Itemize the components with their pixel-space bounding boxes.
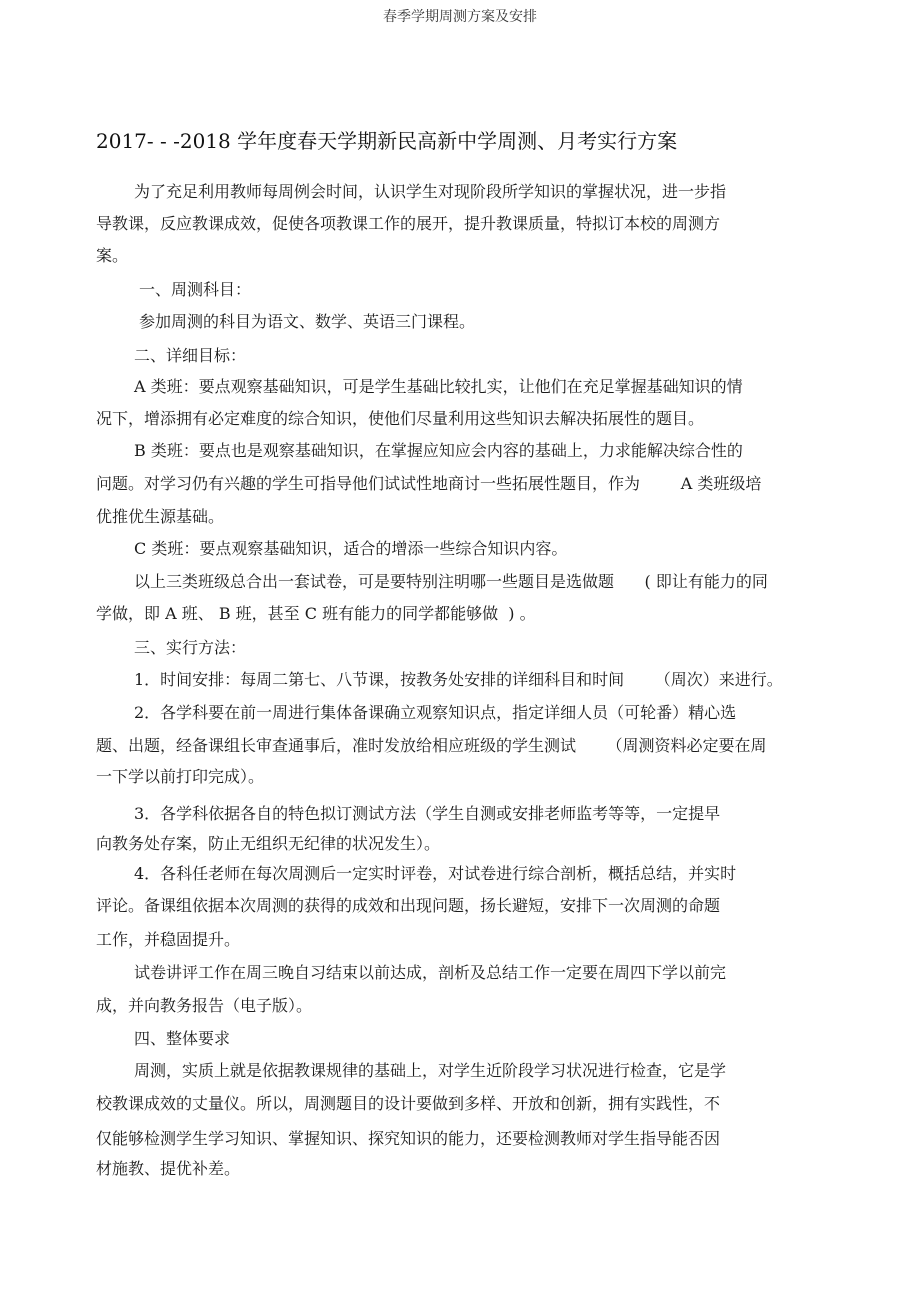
paragraph-line: 题、出题，经备课组长审查通事后，准时发放给相应班级的学生测试 （周测资料必定要在周 — [96, 736, 767, 755]
paragraph-line: A 类班：要点观察基础知识，可是学生基础比较扎实，让他们在充足掌握基础知识的情 — [134, 377, 743, 396]
paragraph-line: 问题。对学习仍有兴趣的学生可指导他们试试性地商讨一些拓展性题目，作为 A 类班级培 — [96, 474, 762, 493]
paragraph-line: 周测，实质上就是依据教课规律的基础上，对学生近阶段学习状况进行检查，它是学 — [134, 1061, 727, 1080]
paragraph-line: B 类班：要点也是观察基础知识，在掌握应知应会内容的基础上，力求能解决综合性的 — [134, 441, 743, 460]
paragraph-line: 试卷讲评工作在周三晚自习结束以前达成，剖析及总结工作一定要在周四下学以前完 — [134, 963, 727, 982]
paragraph-line: 材施教、提优补差。 — [96, 1159, 241, 1178]
paragraph-line: 导教课，反应教课成效，促使各项教课工作的展开，提升教课质量，特拟订本校的周测方 — [96, 214, 721, 233]
section-heading: 三、实行方法： — [134, 638, 247, 657]
section-heading: 一、周测科目： — [139, 280, 252, 299]
paragraph-line: 一下学以前打印完成）。 — [96, 767, 265, 786]
paragraph-line: C 类班：要点观察基础知识，适合的增添一些综合知识内容。 — [134, 539, 568, 558]
paragraph-line: 仅能够检测学生学习知识、掌握知识、探究知识的能力，还要检测教师对学生指导能否因 — [96, 1129, 721, 1148]
paragraph-line: 2．各学科要在前一周进行集体备课确立观察知识点，指定详细人员（可轮番）精心选 — [134, 703, 737, 722]
paragraph-line: 优推优生源基础。 — [96, 507, 225, 526]
paragraph-line: 工作，并稳固提升。 — [96, 930, 241, 949]
paragraph-line: 4．各科任老师在每次周测后一定实时评卷，对试卷进行综合剖析，概括总结，并实时 — [134, 864, 737, 883]
paragraph-line: 以上三类班级总合出一套试卷，可是要特别注明哪一些题目是选做题 ( 即让有能力的同 — [134, 572, 768, 591]
paragraph-line: 为了充足利用教师每周例会时间，认识学生对现阶段所学知识的掌握状况，进一步指 — [134, 182, 727, 201]
paragraph-line: 学做，即 A 班、 B 班，甚至 C 班有能力的同学都能够做 ) 。 — [96, 604, 536, 623]
paragraph-line: 成，并向教务报告（电子版）。 — [96, 996, 313, 1015]
paragraph-line: 参加周测的科目为语文、数学、英语三门课程。 — [139, 312, 476, 331]
paragraph-line: 案。 — [96, 246, 129, 265]
section-heading: 二、详细目标： — [134, 346, 247, 365]
paragraph-line: 向教务处存案，防止无组织无纪律的状况发生）。 — [96, 834, 441, 853]
paragraph-line: 况下，增添拥有必定难度的综合知识，使他们尽量利用这些知识去解决拓展性的题目。 — [96, 409, 705, 428]
paragraph-line: 3．各学科依据各自的特色拟订测试方法（学生自测或安排老师监考等等，一定提早 — [134, 804, 721, 823]
paragraph-line: 评论。备课组依据本次周测的获得的成效和出现问题，扬长避短，安排下一次周测的命题 — [96, 896, 721, 915]
paragraph-line: 校教课成效的丈量仪。所以，周测题目的设计要做到多样、开放和创新，拥有实践性，不 — [96, 1094, 721, 1113]
document-title: 2017- - -2018 学年度春天学期新民高新中学周测、月考实行方案 — [96, 129, 678, 153]
paragraph-line: 1．时间安排：每周二第七、八节课，按教务处安排的详细科目和时间 （周次）来进行。 — [134, 670, 783, 689]
section-heading: 四、整体要求 — [134, 1029, 231, 1048]
running-header: 春季学期周测方案及安排 — [383, 9, 537, 25]
